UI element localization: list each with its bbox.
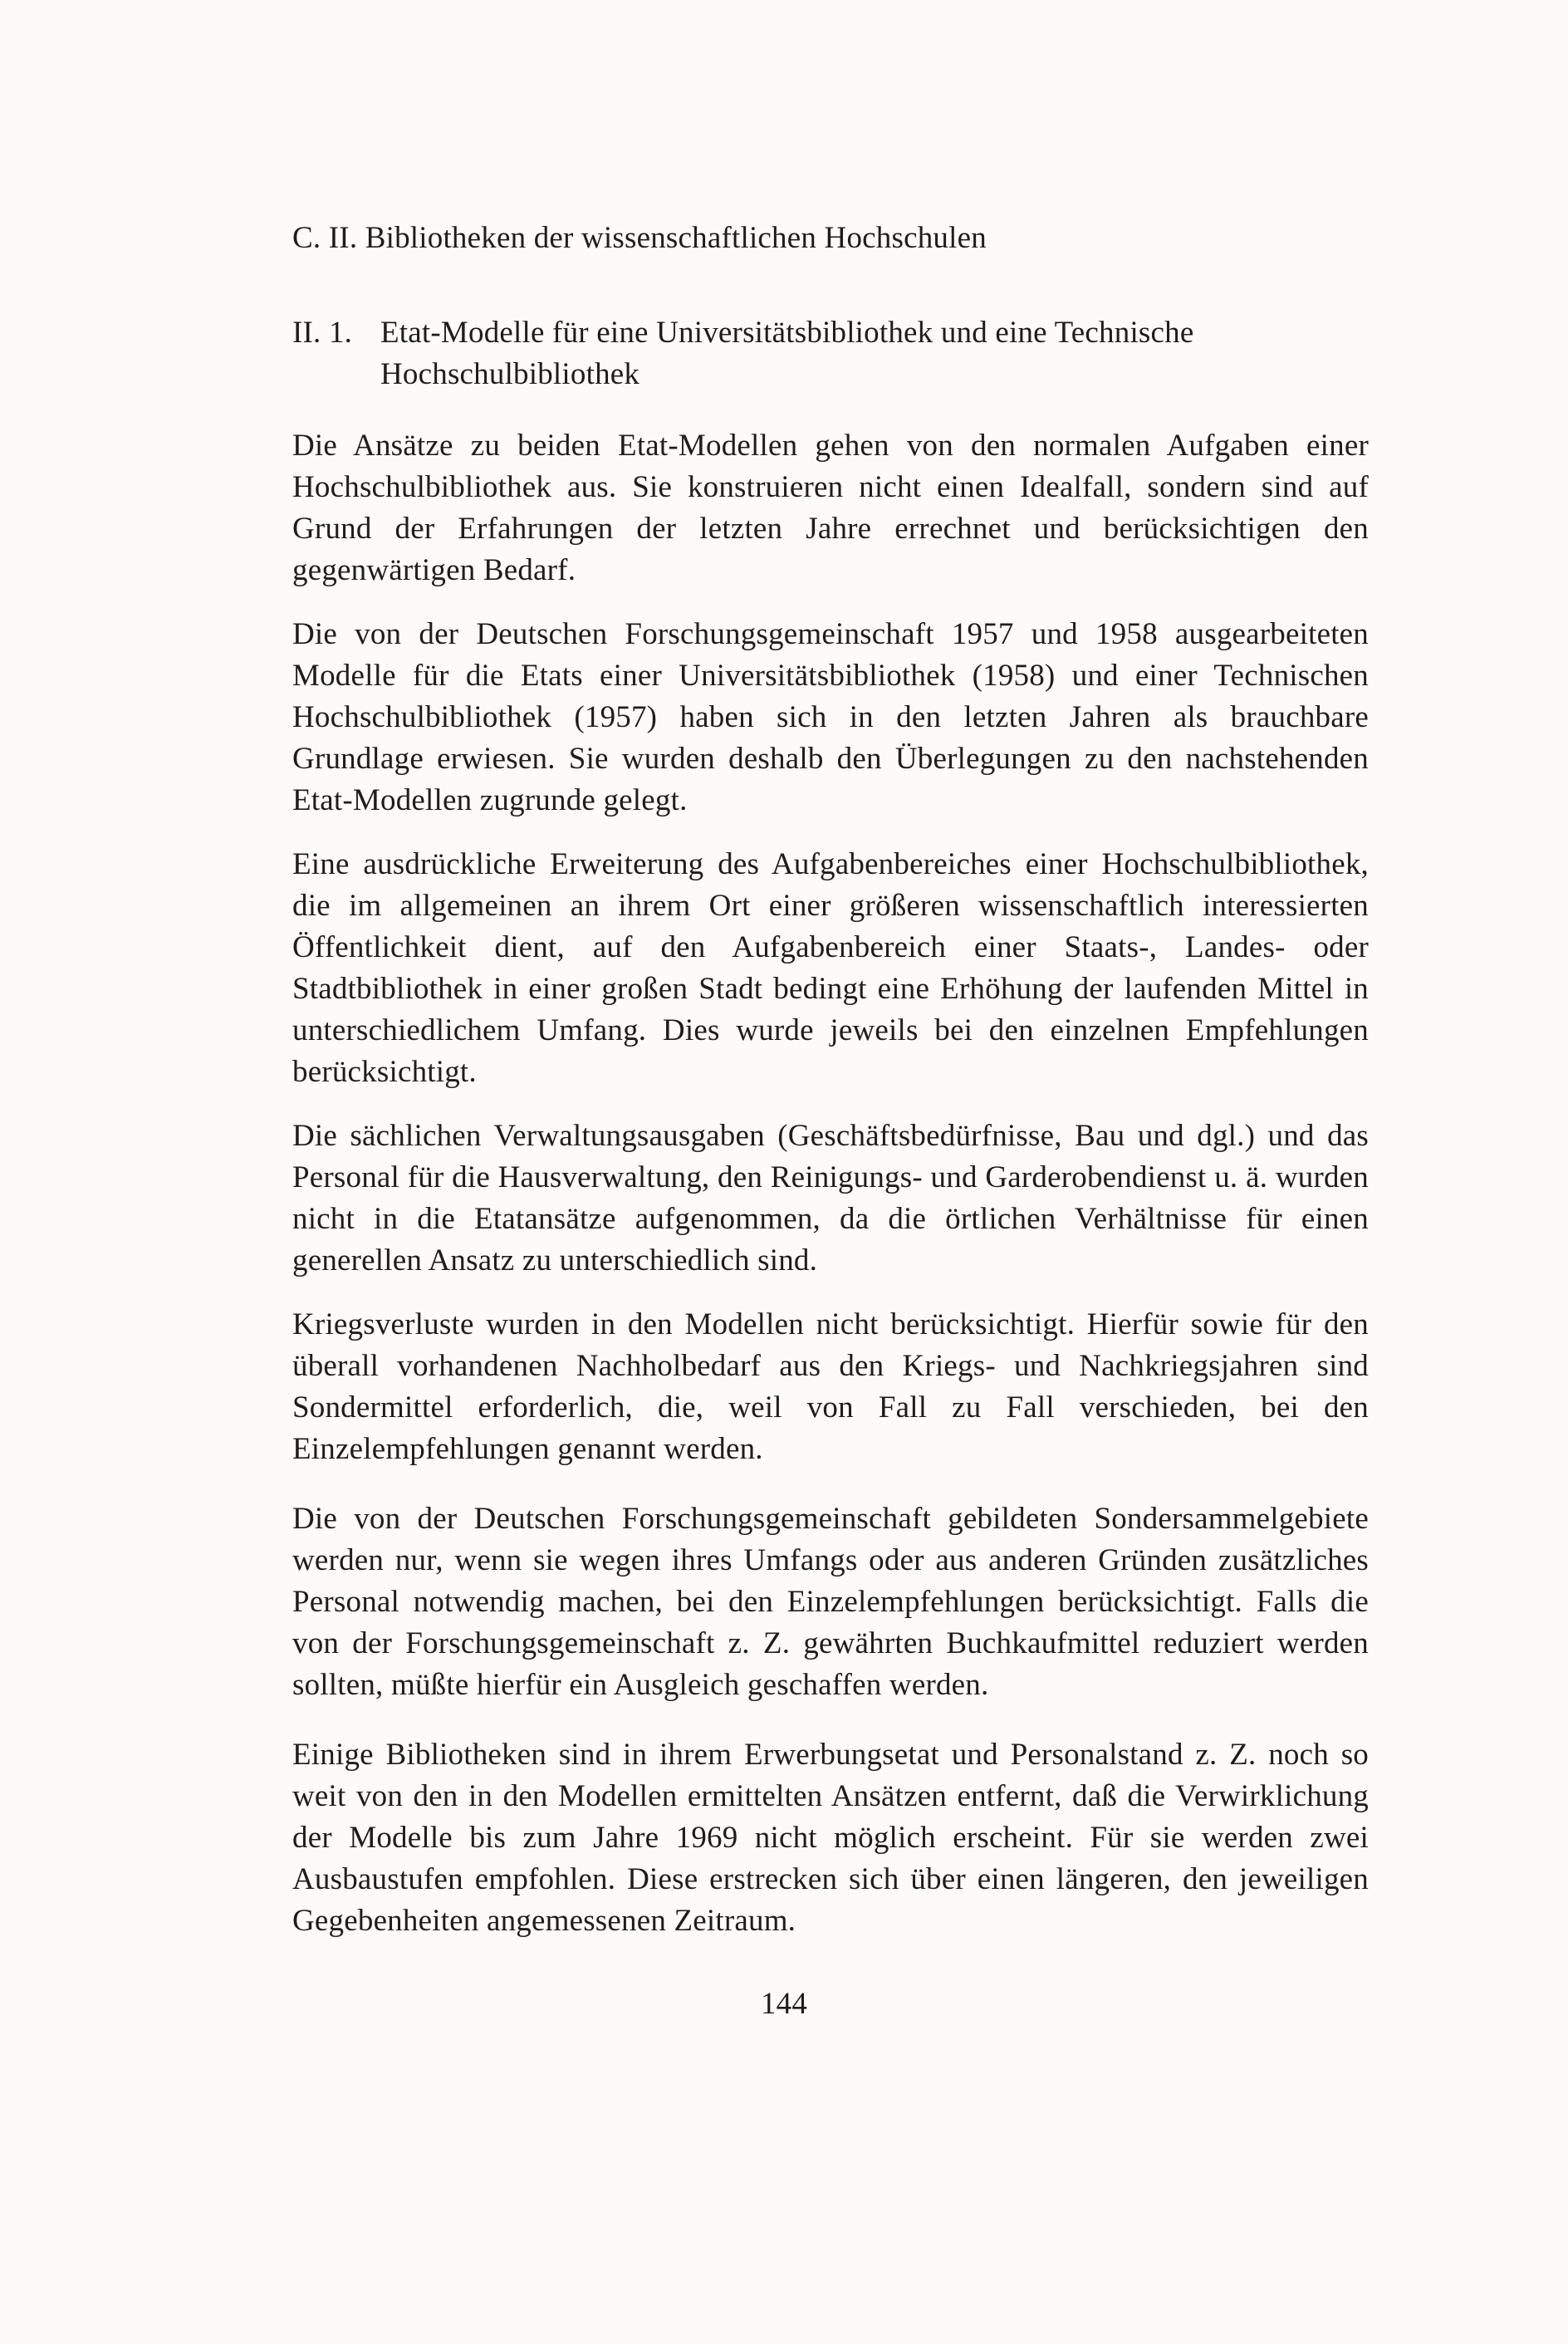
section-heading — [292, 312, 1369, 395]
chapter-heading: C. II. Bibliotheken der wissenschaftlichen Hochschulen — [292, 221, 987, 255]
section-heading-line1 — [292, 312, 1369, 354]
paragraph: Die von der Deutschen Forschungsgemeinschaft 1957 und 1958 ausgearbeiteten Modelle für die Etats einer Universitätsbibliothek (1958) und einer Technischen Hochschulbibliothek (1957) haben sich in den letzten Jahren als brauchbare Grundlage erwiesen. Sie wurden deshalb den Überlegungen zu den nachstehenden Etat-Modellen zugrunde gelegt. — [292, 617, 1369, 817]
section-title-line2: Hochschulbibliothek — [380, 357, 640, 391]
paragraph: Eine ausdrückliche Erweiterung des Aufgabenbereiches einer Hochschulbibliothek, die im allgemeinen an ihrem Ort einer größeren wissenschaftlich interessierten Öffentlichkeit dient, auf den Aufgabenbereich einer Staats-, Landes- oder Stadtbibliothek in einer großen Stadt bedingt eine Erhöhung der laufenden Mittel in unterschiedlichem Umfang. Dies wurde jeweils bei den einzelnen Empfehlungen berücksichtigt. — [292, 847, 1369, 1089]
paragraph: Kriegsverluste wurden in den Modellen nicht berücksichtigt. Hierfür sowie für den überall vorhandenen Nachholbedarf aus den Kriegs- und Nachkriegsjahren sind Sondermittel erforderlich, die, weil von Fall zu Fall verschieden, bei den Einzelempfehlungen genannt werden. — [292, 1307, 1369, 1466]
section-number: II. 1. — [292, 316, 353, 350]
paragraph: Die von der Deutschen Forschungsgemeinschaft gebildeten Sondersammelgebiete werden nur, wenn sie wegen ihres Umfangs oder aus anderen Gründen zusätzliches Personal notwendig machen, bei den Einzelempfehlungen berücksichtigt. Falls die von der Forschungsgemeinschaft z. Z. gewährten Buchkaufmittel reduziert werden sollten, müßte hierfür ein Ausgleich geschaffen werden. — [292, 1502, 1369, 1702]
page-number: 144 — [760, 1987, 808, 2021]
paragraph: Die sächlichen Verwaltungsausgaben (Geschäftsbedürfnisse, Bau und dgl.) und das Personal für die Hausverwaltung, den Reinigungs- und Garderobendienst u. ä. wurden nicht in die Etatansätze aufgenommen, da die örtlichen Verhältnisse für einen generellen Ansatz zu unterschiedlich sind. — [292, 1119, 1369, 1277]
paragraph: Einige Bibliotheken sind in ihrem Erwerbungsetat und Personalstand z. Z. noch so weit von den in den Modellen ermittelten Ansätzen entfernt, daß die Verwirklichung der Modelle bis zum Jahre 1969 nicht möglich erscheint. Für sie werden zwei Ausbaustufen empfohlen. Diese erstrecken sich über einen längeren, den jeweiligen Gegebenheiten angemessenen Zeitraum. — [292, 1738, 1369, 1938]
section-title-line1: Etat-Modelle für eine Universitätsbibliothek und eine Technische — [380, 316, 1194, 350]
paragraph: Die Ansätze zu beiden Etat-Modellen gehen von den normalen Aufgaben einer Hochschulbibliothek aus. Sie konstruieren nicht einen Idealfall, sondern sind auf Grund der Erfahrungen der letzten Jahre errechnet und berücksichtigen den gegenwärtigen Bedarf. — [292, 429, 1369, 587]
